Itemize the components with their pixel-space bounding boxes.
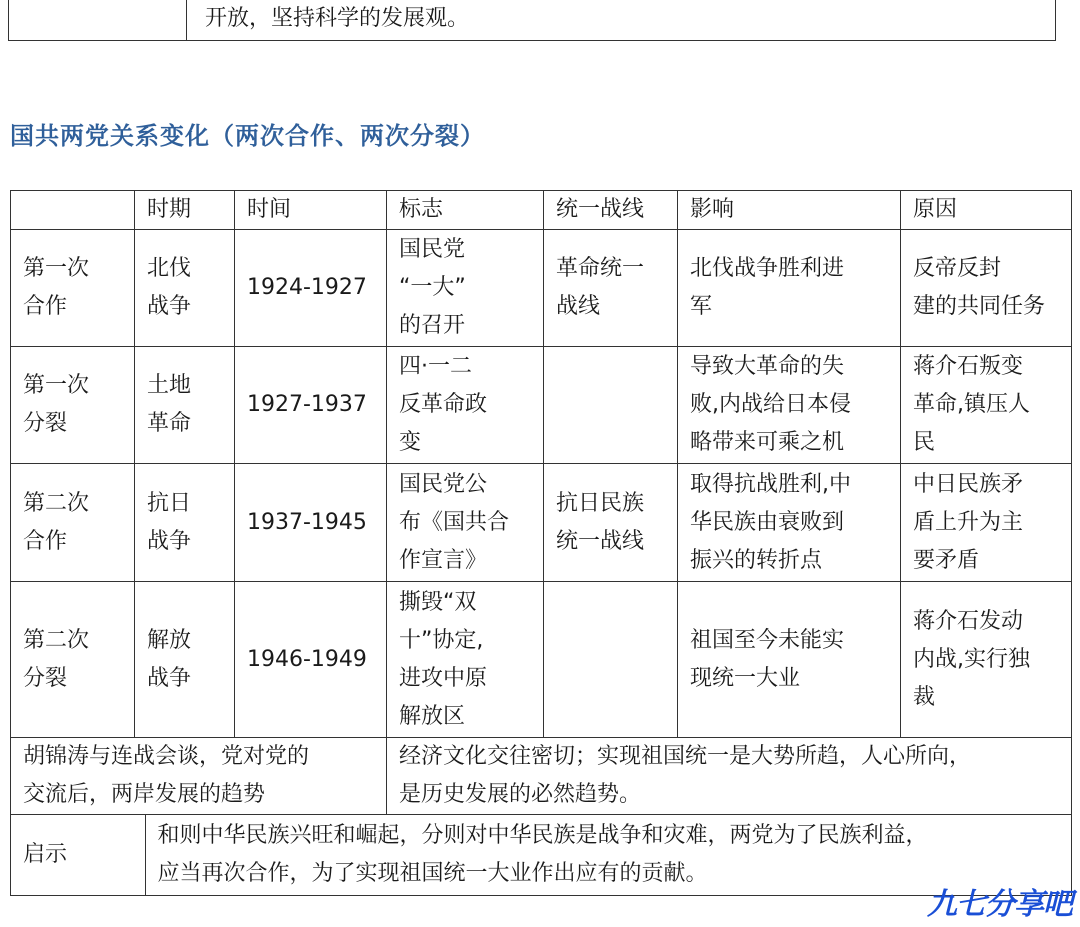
stage-cell: 第一次 分裂 <box>11 347 135 464</box>
cause-cell: 中日民族矛 盾上升为主 要矛盾 <box>901 464 1072 582</box>
impact-cell: 祖国至今未能实 现统一大业 <box>678 582 901 738</box>
insight-label: 启示 <box>11 815 145 895</box>
watermark-logo: 九七分享吧 <box>927 887 1072 922</box>
header-cell: 影响 <box>678 191 901 230</box>
time-cell: 1927-1937 <box>235 347 387 464</box>
header-cell: 时间 <box>235 191 387 230</box>
header-cell: 标志 <box>387 191 544 230</box>
column-divider <box>186 0 187 40</box>
front-cell <box>544 582 678 738</box>
impact-cell: 北伐战争胜利进 军 <box>678 230 901 347</box>
mark-cell: 国民党 “一大” 的召开 <box>387 230 544 347</box>
period-cell: 解放 战争 <box>135 582 235 738</box>
table-row <box>11 464 1072 582</box>
top-table-text: 开放，坚持科学的发展观。 <box>205 6 470 31</box>
header-row <box>11 191 1072 230</box>
period-cell: 抗日 战争 <box>135 464 235 582</box>
impact-cell: 取得抗战胜利,中 华民族由衰败到 振兴的转折点 <box>678 464 901 582</box>
header-cell: 原因 <box>901 191 1072 230</box>
stage-cell: 第一次 合作 <box>11 230 135 347</box>
stage-cell: 第二次 分裂 <box>11 582 135 738</box>
relations-table <box>10 190 1072 896</box>
insight-inner <box>11 815 1071 895</box>
insight-text: 和则中华民族兴旺和崛起，分则对中华民族是战争和灾难，两党为了民族利益， 应当再次合作，为了实现祖国统一大业作出应有的贡献。 <box>157 823 928 886</box>
header-cell: 统一战线 <box>544 191 678 230</box>
cause-cell: 蒋介石叛变 革命,镇压人 民 <box>901 347 1072 464</box>
stage-cell: 第二次 合作 <box>11 464 135 582</box>
top-table-fragment <box>8 0 1056 41</box>
mark-cell: 国民党公 布《国共合 作宣言》 <box>387 464 544 582</box>
trend-text-cell: 经济文化交往密切；实现祖国统一是大势所趋，人心所向， 是历史发展的必然趋势。 <box>387 738 1072 815</box>
table-row <box>11 815 1072 896</box>
table-row <box>11 582 1072 738</box>
front-cell: 抗日民族 统一战线 <box>544 464 678 582</box>
cause-cell: 蒋介石发动 内战,实行独 裁 <box>901 582 1072 738</box>
impact-cell: 导致大革命的失 败,内战给日本侵 略带来可乘之机 <box>678 347 901 464</box>
front-cell <box>544 347 678 464</box>
section-title: 国共两党关系变化（两次合作、两次分裂） <box>10 122 485 150</box>
header-cell <box>11 191 135 230</box>
period-cell: 北伐 战争 <box>135 230 235 347</box>
mark-cell: 撕毁“双 十”协定, 进攻中原 解放区 <box>387 582 544 738</box>
header-cell: 时期 <box>135 191 235 230</box>
period-cell: 土地 革命 <box>135 347 235 464</box>
table-row <box>11 347 1072 464</box>
time-cell: 1946-1949 <box>235 582 387 738</box>
time-cell: 1937-1945 <box>235 464 387 582</box>
mark-cell: 四·一二 反革命政 变 <box>387 347 544 464</box>
insight-cell <box>11 815 1072 896</box>
time-cell: 1924-1927 <box>235 230 387 347</box>
table-row <box>11 738 1072 815</box>
trend-label-cell: 胡锦涛与连战会谈，党对党的 交流后，两岸发展的趋势 <box>11 738 387 815</box>
table-row <box>11 230 1072 347</box>
cause-cell: 反帝反封 建的共同任务 <box>901 230 1072 347</box>
front-cell: 革命统一 战线 <box>544 230 678 347</box>
